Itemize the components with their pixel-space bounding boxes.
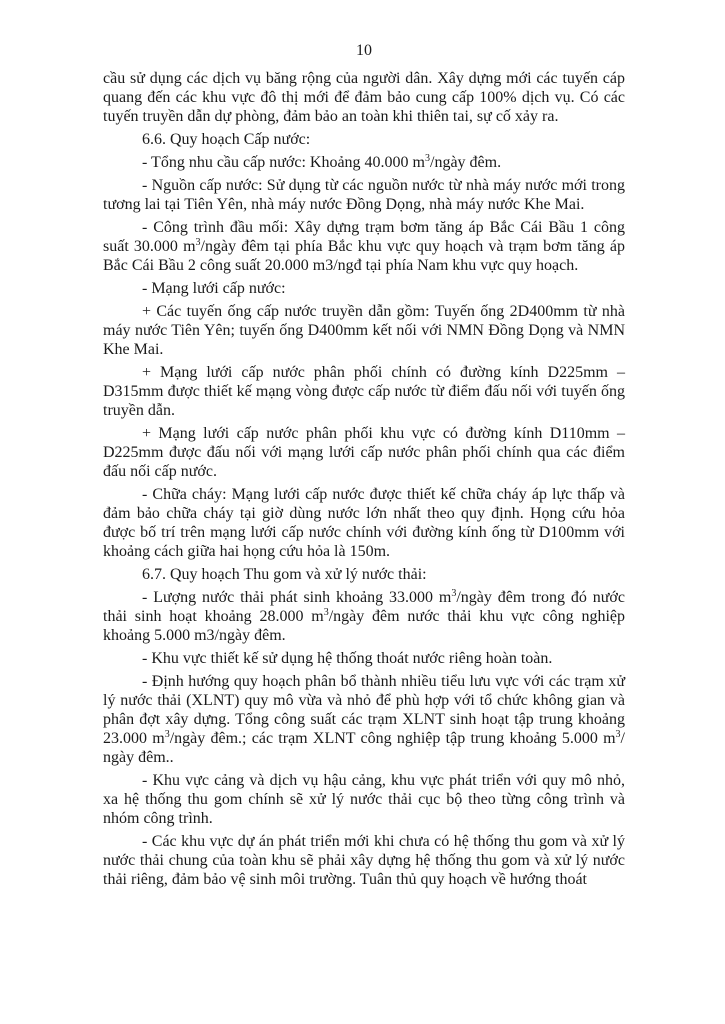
document-page <box>103 40 625 893</box>
section-heading <box>103 565 625 584</box>
paragraph <box>103 485 625 561</box>
text-run: /ngày đêm trong đó nước thải sinh hoạt khoảng 28.000 m <box>103 589 625 625</box>
section-heading <box>103 130 625 149</box>
paragraph <box>103 153 625 172</box>
text-run: - Lượng nước thải phát sinh khoảng 33.000 m <box>142 589 452 606</box>
text-run: - Các khu vực dự án phát triển mới khi chưa có hệ thống thu gom và xử lý nước thải chung của toàn khu sẽ phải xây dựng hệ thống thu gom và xử lý nước thải riêng, đảm bảo vệ sinh môi trường. Tuân thủ quy hoạch về hướng thoát <box>103 833 625 888</box>
superscript: 3 <box>164 729 170 740</box>
text-run: - Tổng nhu cầu cấp nước: Khoảng 40.000 m <box>142 154 425 171</box>
paragraph <box>103 588 625 645</box>
text-run: cầu sử dụng các dịch vụ băng rộng của người dân. Xây dựng mới các tuyến cáp quang đến các khu vực đô thị mới để đảm bảo cung cấp 100% dịch vụ. Có các tuyến truyền dẫn dự phòng, đảm bảo an toàn khi thiên tai, sự cố xảy ra. <box>103 70 625 125</box>
text-run: - Khu vực cảng và dịch vụ hậu cảng, khu vực phát triển với quy mô nhỏ, xa hệ thống thu gom chính sẽ xử lý nước thải cục bộ theo từng công trình và nhóm công trình. <box>103 772 625 827</box>
text-run: - Mạng lưới cấp nước: <box>142 280 286 297</box>
page-number: 10 <box>356 42 372 59</box>
paragraph <box>103 302 625 359</box>
text-run: + Mạng lưới cấp nước phân phối chính có đường kính D225mm – D315mm được thiết kế mạng vòng được cấp nước từ điểm đấu nối với tuyến ống truyền dẫn. <box>103 364 625 419</box>
document-body <box>103 69 625 889</box>
text-run: 6.6. Quy hoạch Cấp nước: <box>142 131 311 148</box>
paragraph <box>103 672 625 767</box>
text-run: /ngày đêm.; các trạm XLNT công nghiệp tập trung khoảng 5.000 m <box>169 730 616 747</box>
paragraph <box>103 176 625 214</box>
paragraph <box>103 363 625 420</box>
paragraph <box>103 771 625 828</box>
text-run: - Công trình đầu mối: Xây dựng trạm bơm tăng áp Bắc Cái Bầu 1 công suất 30.000 m <box>103 219 625 255</box>
paragraph <box>103 832 625 889</box>
text-run: /ngày đêm nước thải khu vực công nghiệp khoảng 5.000 m3/ngày đêm. <box>103 608 625 644</box>
paragraph <box>103 279 625 298</box>
text-run: / ngày đêm.. <box>103 730 625 766</box>
paragraph <box>103 424 625 481</box>
text-run: 6.7. Quy hoạch Thu gom và xử lý nước thải: <box>142 566 427 583</box>
text-run: + Mạng lưới cấp nước phân phối khu vực có đường kính D110mm – D225mm được đấu nối với mạng lưới cấp nước phân phối chính qua các điểm đấu nối cấp nước. <box>103 425 625 480</box>
paragraph <box>103 649 625 668</box>
text-run: - Chữa cháy: Mạng lưới cấp nước được thiết kế chữa cháy áp lực thấp và đảm bảo chữa cháy tại giờ dùng nước lớn nhất theo quy định. Họng cứu hỏa được bố trí trên mạng lưới cấp nước chính với đường kính ống từ D100mm với khoảng cách giữa hai họng cứu hỏa là 150m. <box>103 486 625 560</box>
text-run: - Nguồn cấp nước: Sử dụng từ các nguồn nước từ nhà máy nước mới trong tương lai tại Tiên Yên, nhà máy nước Đồng Dọng, nhà máy nước Khe Mai. <box>103 177 625 213</box>
paragraph <box>103 218 625 275</box>
superscript: 3 <box>425 153 430 164</box>
text-run: + Các tuyến ống cấp nước truyền dẫn gồm: Tuyến ống 2D400mm từ nhà máy nước Tiên Yên; tuyến ống D400mm kết nối với NMN Đồng Dọng và NMN Khe Mai. <box>103 303 625 358</box>
superscript: 3 <box>451 588 457 599</box>
superscript: 3 <box>615 729 621 740</box>
superscript: 3 <box>323 607 329 618</box>
paragraph <box>103 69 625 126</box>
text-run: /ngày đêm. <box>430 154 502 171</box>
text-run: - Định hướng quy hoạch phân bổ thành nhiều tiểu lưu vực với các trạm xử lý nước thải (XLNT) quy mô vừa và nhỏ để phù hợp với tổ chức không gian và phân đợt xây dựng. Tổng công suất các trạm XLNT sinh hoạt tập trung khoảng 23.000 m <box>103 673 625 747</box>
superscript: 3 <box>195 237 201 248</box>
text-run: /ngày đêm tại phía Bắc khu vực quy hoạch và trạm bơm tăng áp Bắc Cái Bầu 2 công suất 20.000 m3/ngđ tại phía Nam khu vực quy hoạch. <box>103 238 625 274</box>
text-run: - Khu vực thiết kế sử dụng hệ thống thoát nước riêng hoàn toàn. <box>142 650 553 667</box>
